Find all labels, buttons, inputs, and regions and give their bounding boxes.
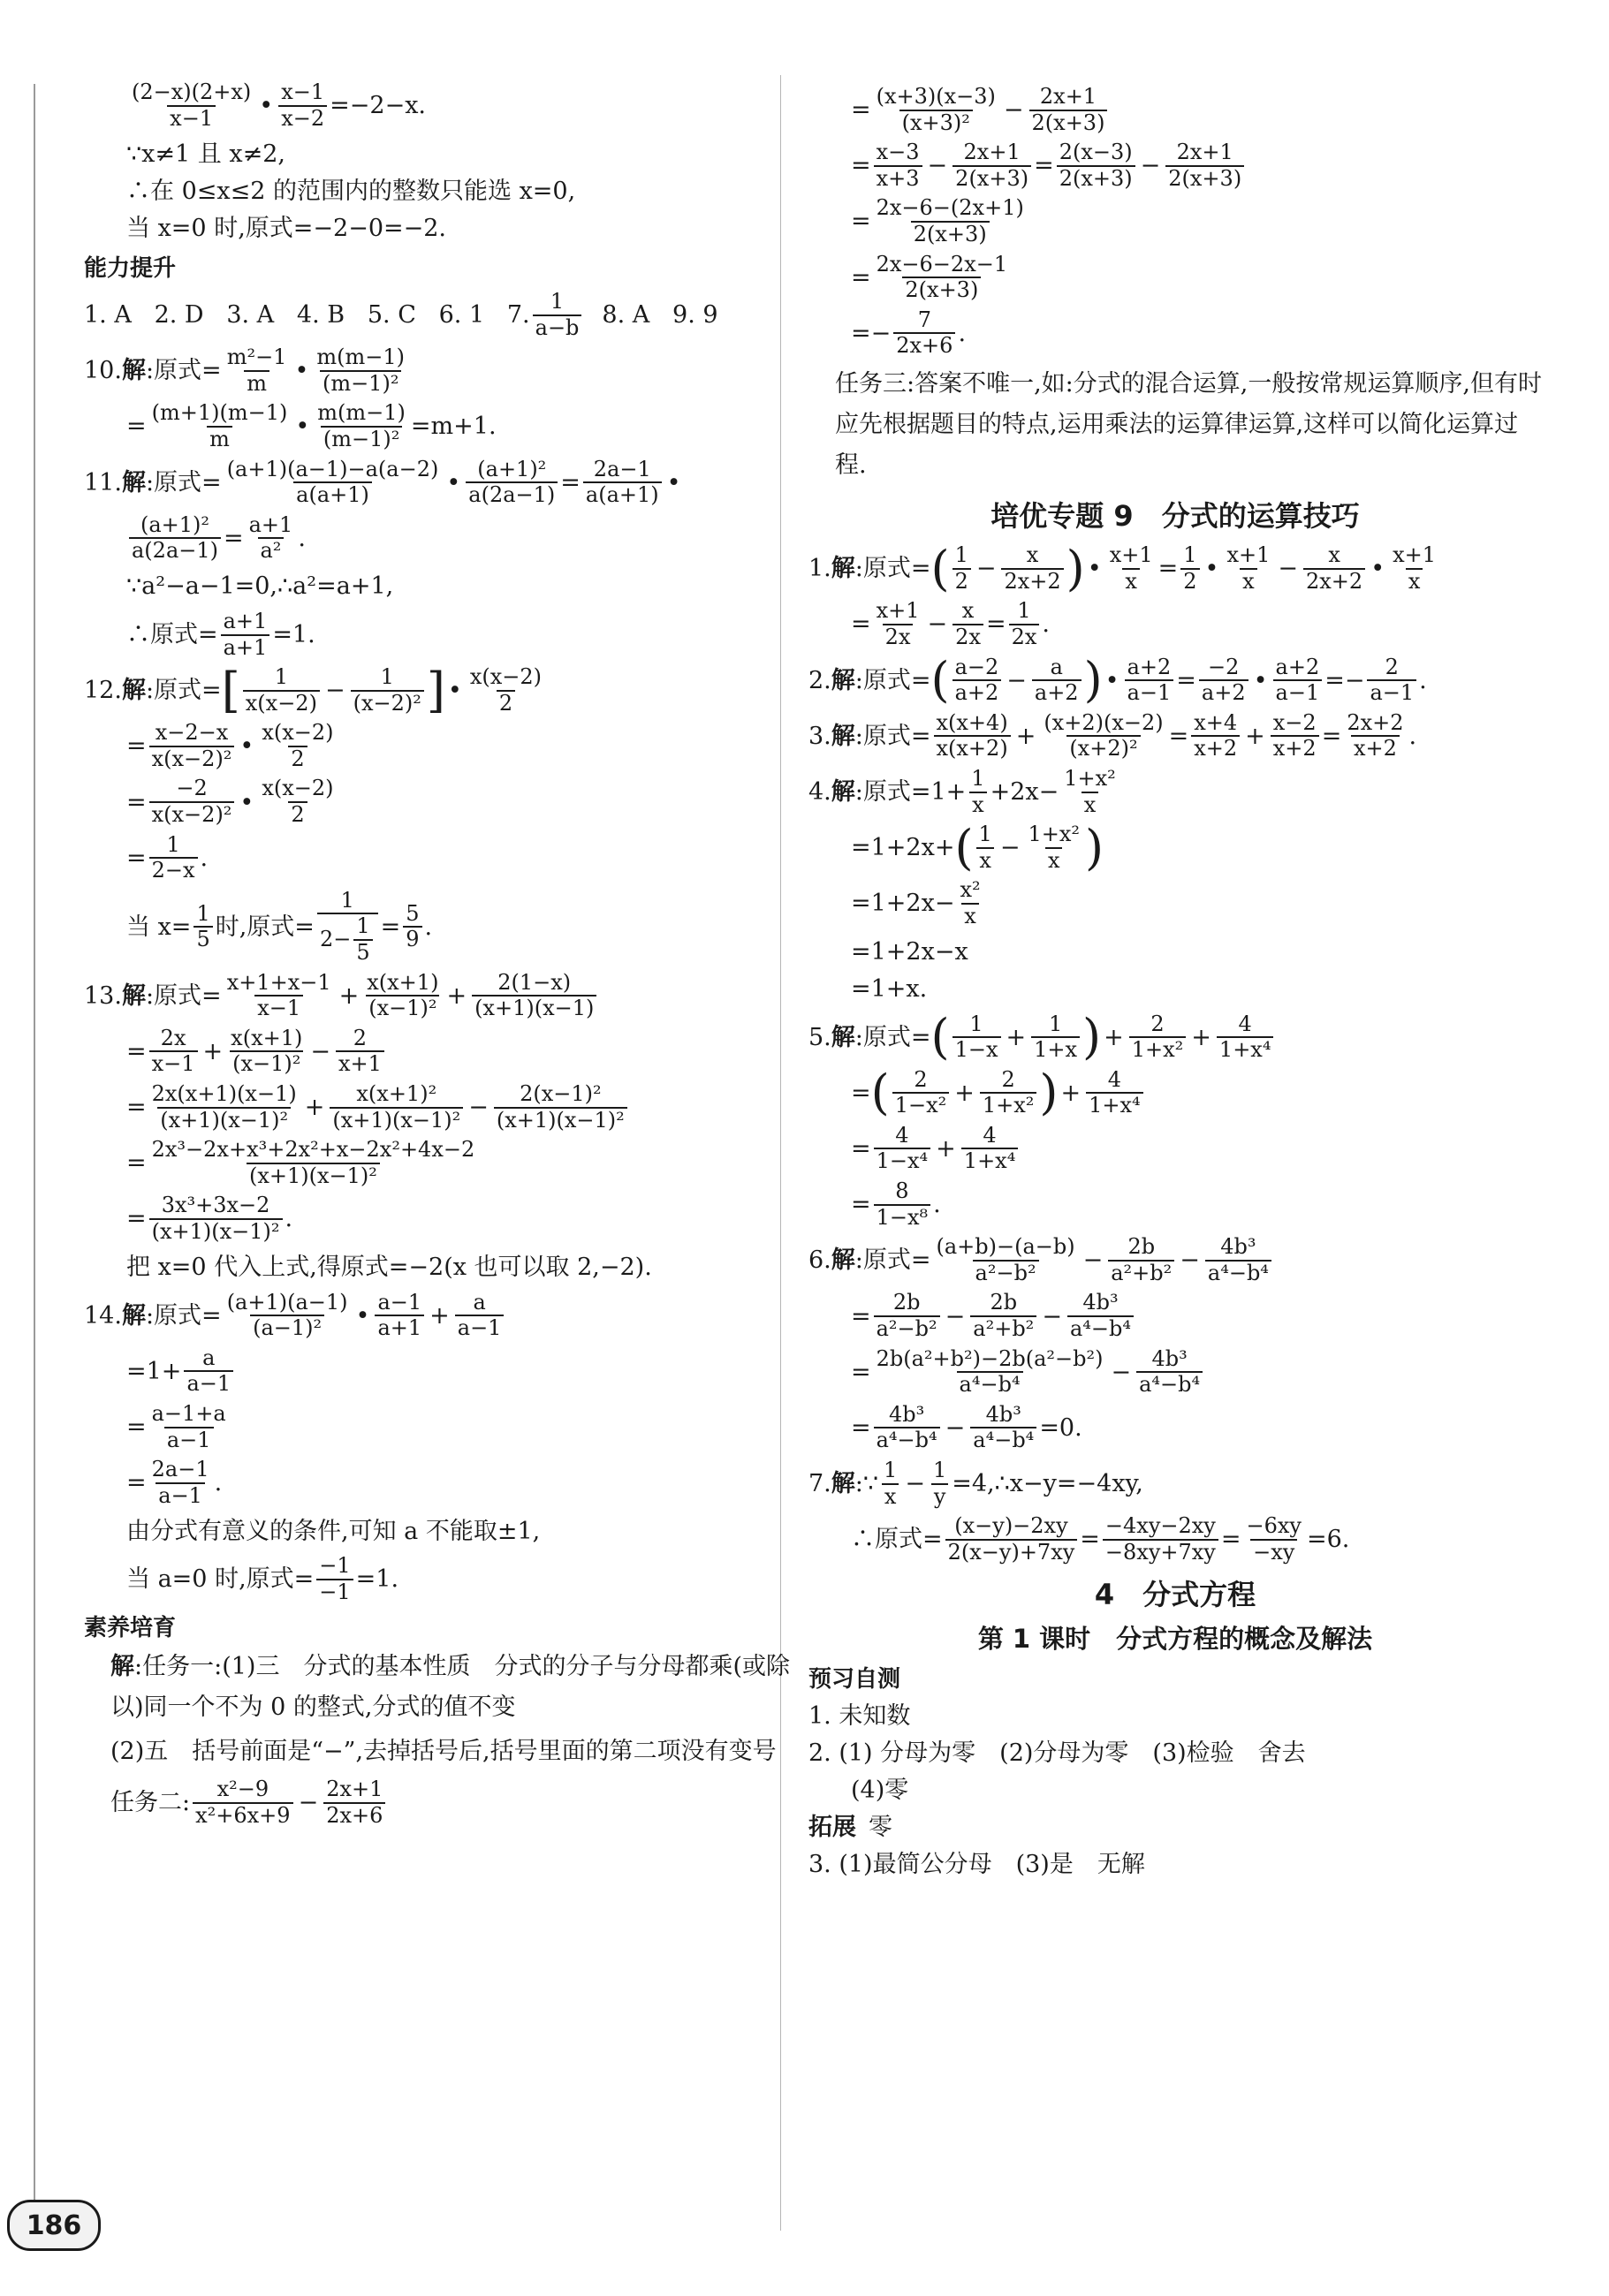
question-13-step: 把 x=0 代入上式,得原式=−2(x 也可以取 2,−2).: [126, 1254, 652, 1282]
problem-4-step: =1+x.: [851, 974, 928, 1003]
answer-list: 1. A 2. D 3. A 4. B 5. C 6. 1 7. $\frac{1}{a-b}$ 8. A 9. 9: [84, 288, 718, 340]
problem-1: 1. 解 :原式= ( $\frac{1}{2}$ − $\frac{x}{2x+2}$ ) • $\frac{x+1}{x}$ = $\frac{1}{2}$ • $\frac{x+1}{x}$ − $\frac{x}{2x+2}$ • $\frac{x+1}{x}$: [808, 540, 1437, 596]
section-heading-ability: 能力提升: [84, 255, 177, 283]
question-12-step: = $\frac{1}{2-x}$ .: [126, 831, 209, 883]
problem-5-step: = $\frac{8}{\text{1−x⁸}}$ .: [851, 1178, 941, 1230]
left-column: [84, 75, 817, 1833]
problem-5-step: = ( $\frac{2}{\text{1−x²}}$ + $\frac{2}{\text{1+x²}}$ ) + $\frac{4}{\text{1+x⁴}}$: [808, 1068, 1542, 1118]
task-3: 任务三:答案不唯一,如:分式的混合运算,一般按常规运算顺序,但有时应先根据题目的特点,运用乘法的运算律运算,这样可以简化运算过程.: [835, 369, 1542, 479]
problem-4-step: =1+2x− $\frac{\text{x²}}{x}$: [851, 877, 981, 928]
expr-line: [84, 80, 817, 131]
expr-line: = $\frac{2x-6-2x-1}{2(x+3)}$: [851, 251, 1008, 303]
preview-item: 2. (1) 分母为零 (2)分母为零 (3)检验 舍去: [808, 1739, 1306, 1767]
task-1-part2: (2)五 括号前面是“−”,去掉括号后,括号里面的第二项没有变号: [110, 1738, 777, 1766]
left-margin-rule: [34, 84, 35, 2239]
preview-item: 3. (1)最简公分母 (3)是 无解: [808, 1850, 1145, 1878]
expand-line: 拓展 零: [808, 1813, 892, 1841]
problem-4-step: =1+2x+ ( $\frac{1}{x}$ − $\frac{\text{1+x²}}{x}$ ): [851, 819, 1104, 875]
question-13-step: = $\frac{\text{3x³+3x−2}}{\text{(x+1)(x−1)²}}$ .: [126, 1193, 293, 1244]
question-14-step: 由分式有意义的条件,可知 a 不能取±1,: [126, 1517, 541, 1545]
problem-4-step: =1+2x−x: [851, 937, 968, 966]
problem-5-step: = $\frac{4}{\text{1−x⁴}}$ + $\frac{4}{\text{1+x⁴}}$: [808, 1124, 1542, 1174]
fraction: $\frac{1}{a-b}$: [533, 290, 582, 340]
problem-6-step: = $\frac{\text{2b(a²+b²)−2b(a²−b²)}}{\text{a⁴−b⁴}}$ − $\frac{\text{4b³}}{\text{a⁴−b⁴}}$: [808, 1347, 1542, 1398]
question-12-step: 当 x= $\frac{1}{5}$ 时,原式= 1 2− $\frac{1}{5}$ = $\frac{5}{9}$ .: [126, 887, 433, 966]
right-column: [808, 80, 1542, 1883]
question-11-step: $\frac{\text{(a+1)²}}{a(2a-1)}$ = $\frac{a+1}{\text{a²}}$ .: [84, 513, 817, 564]
question-11: 11. 解 :原式= $\frac{(a+1)(a-1)-a(a-2)}{a(a+1)}$ • $\frac{\text{(a+1)²}}{a(2a-1)}$ = $\frac{2a-1}{a(a+1)}$ •: [84, 456, 681, 508]
fraction: $\frac{x-1}{x-2}$: [278, 80, 327, 131]
expr-line: = $\frac{x-3}{x+3}$ − $\frac{2x+1}{2(x+3)}$ = $\frac{2(x-3)}{2(x+3)}$ − $\frac{2x+1}{2(x+3)}$: [808, 140, 1542, 191]
text-line: 当 x=0 时,原式=−2−0=−2.: [126, 214, 447, 242]
question-13-step: = $\frac{\text{2x³−2x+x³+2x²+x−2x²+4x−2}}{\text{(x+1)(x−1)²}}$: [126, 1137, 475, 1188]
fraction: $\frac{(2-x)(2+x)}{x-1}$: [132, 80, 252, 131]
problem-7-step: ∴原式= $\frac{(x-y)-2xy}{2(x-y)+7xy}$ = $\frac{-4xy-2xy}{-8xy+7xy}$ = $\frac{-6xy}{-xy}$ =6.: [851, 1513, 1350, 1565]
question-10: 10. 解 :原式= $\frac{\text{m²−1}}{m}$ • $\frac{m(m-1)}{\text{(m−1)²}}$: [84, 345, 406, 396]
section-title: 培优专题 9 分式的运算技巧: [990, 498, 1360, 533]
problem-7: 7. 解 :∵ $\frac{1}{x}$ − $\frac{1}{y}$ =4,∴x−y=−4xy,: [808, 1458, 1143, 1509]
question-11-step: ∴原式= $\frac{a+1}{a+1}$ =1.: [126, 608, 315, 660]
question-14-step: = $\frac{2a-1}{a-1}$ .: [126, 1457, 223, 1508]
question-14-step: 当 a=0 时,原式= $\frac{-1}{-1}$ =1.: [126, 1553, 399, 1604]
problem-6-step: = $\frac{2b}{\text{a²−b²}}$ − $\frac{2b}{\text{a²+b²}}$ − $\frac{\text{4b³}}{\text{a⁴−b⁴}}$: [808, 1291, 1542, 1341]
problem-5: 5. 解 :原式= ( $\frac{1}{1-x}$ + $\frac{1}{1+x}$ ) + $\frac{2}{\text{1+x²}}$ + $\frac{4}{\text{1+x⁴}}$: [808, 1012, 1542, 1063]
task-2: 任务二: $\frac{\text{x²−9}}{\text{x²+6x+9}}$ − $\frac{2x+1}{2x+6}$: [84, 1777, 817, 1828]
question-13-step: = $\frac{2x(x+1)(x-1)}{\text{(x+1)(x−1)²}}$ + $\frac{\text{x(x+1)²}}{\text{(x+1)(x−1)²}}$ − $\frac{\text{2(x−1)²}}{\text{(x+1)(x−1)²}}$: [84, 1082, 817, 1133]
preview-item: (4)零: [851, 1776, 909, 1804]
question-12-step: = $\frac{x-2-x}{\text{x(x−2)²}}$ • $\frac{x(x-2)}{2}$: [126, 720, 334, 771]
dot-operator: •: [259, 92, 274, 120]
question-11-step: ∵a²−a−1=0,∴a²=a+1,: [126, 572, 394, 601]
problem-2: 2. 解 :原式= ( $\frac{a-2}{a+2}$ − $\frac{a}{a+2}$ ) • $\frac{a+2}{a-1}$ = $\frac{-2}{a+2}$ • $\frac{a+2}{a-1}$ =− $\frac{2}{a-1}$ .: [808, 652, 1427, 709]
question-12-step: = $\frac{-2}{\text{x(x−2)²}}$ • $\frac{x(x-2)}{2}$: [126, 776, 334, 828]
task-1: 解:任务一:(1)三 分式的基本性质 分式的分子与分母都乘(或除以)同一个不为 0 的整式,分式的值不变: [110, 1653, 790, 1722]
section-heading-preview: 预习自测: [808, 1665, 901, 1693]
expr-line: = $\frac{(x+3)(x-3)}{\text{(x+3)²}}$ − $\frac{2x+1}{2(x+3)}$: [808, 85, 1542, 135]
question-14-step: = $\frac{a-1+a}{a-1}$: [126, 1400, 226, 1452]
text-line: ∴在 0≤x≤2 的范围内的整数只能选 x=0,: [126, 177, 576, 205]
problem-1-step: = $\frac{x+1}{2x}$ − $\frac{x}{2x}$ = $\frac{1}{2x}$ .: [851, 598, 1051, 649]
problem-4: 4. 解 :原式=1+ $\frac{1}{x}$ +2x− $\frac{\text{1+x²}}{x}$: [808, 765, 1116, 817]
problem-3: 3. 解 :原式= $\frac{x(x+4)}{x(x+2)}$ + $\frac{(x+2)(x-2)}{\text{(x+2)²}}$ = $\frac{x+4}{x+2}$ + $\frac{x-2}{x+2}$ = $\frac{2x+2}{x+2}$ .: [808, 709, 1417, 762]
expr-line: =− $\frac{7}{2x+6}$ .: [851, 307, 967, 359]
expr-line: = $\frac{2x-6-(2x+1)}{2(x+3)}$: [851, 195, 1024, 246]
problem-6-step: = $\frac{\text{4b³}}{\text{a⁴−b⁴}}$ − $\frac{\text{4b³}}{\text{a⁴−b⁴}}$ =0.: [851, 1401, 1082, 1453]
question-12: 12. 解 :原式= [ $\frac{1}{x(x-2)}$ − $\frac{1}{\text{(x−2)²}}$ ] • $\frac{x(x-2)}{2}$: [84, 662, 543, 718]
text-line: ∵x≠1 且 x≠2,: [126, 140, 285, 168]
chapter-title: 4 分式方程: [1094, 1578, 1256, 1612]
question-10-step: = $\frac{(m+1)(m-1)}{m}$ • $\frac{m(m-1)}{\text{(m−1)²}}$ =m+1.: [126, 400, 497, 451]
question-14: 14. 解 :原式= $\frac{(a+1)(a-1)}{\text{(a−1)²}}$ • $\frac{a-1}{a+1}$ + $\frac{a}{a-1}$: [84, 1291, 817, 1341]
problem-6: 6. 解 :原式= $\frac{(a+b)-(a-b)}{\text{a²−b²}}$ − $\frac{2b}{\text{a²+b²}}$ − $\frac{\text{4b³}}{\text{a⁴−b⁴}}$: [808, 1235, 1542, 1285]
expr-text: =−2−x.: [330, 92, 426, 120]
lesson-title: 第 1 课时 分式方程的概念及解法: [977, 1623, 1373, 1654]
question-13: 13. 解 :原式= $\frac{x+1+x-1}{x-1}$ + $\frac{x(x+1)}{\text{(x−1)²}}$ + $\frac{2(1-x)}{(x+1)(x-1)}$: [84, 971, 817, 1021]
section-heading-literacy: 素养培育: [84, 1614, 177, 1641]
question-13-step: = $\frac{2x}{x-1}$ + $\frac{x(x+1)}{\text{(x−1)²}}$ − $\frac{2}{x+1}$: [84, 1027, 817, 1077]
question-14-step: =1+ $\frac{a}{a-1}$: [84, 1346, 817, 1397]
page-number: 186: [7, 2200, 101, 2251]
preview-item: 1. 未知数: [808, 1701, 911, 1730]
